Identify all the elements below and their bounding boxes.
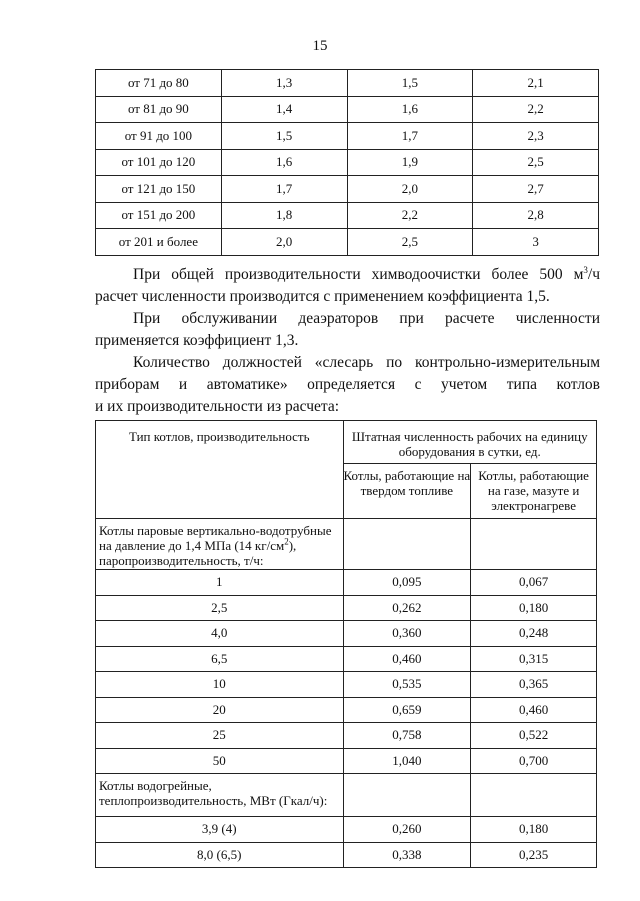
table-cell: 0,180	[471, 595, 597, 621]
table-cell: 2,7	[473, 176, 599, 203]
group2-label: Котлы водогрейные, теплопроизводительность, МВт (Гкал/ч):	[96, 774, 344, 817]
table-cell: 0,365	[471, 672, 597, 698]
header-boiler-type: Тип котлов, производительность	[96, 421, 344, 519]
table-cell: 2,8	[473, 202, 599, 229]
table-row	[96, 817, 597, 843]
p2-text: При обслуживании деаэраторов при расчете численности применяется коэффициент 1,3.	[95, 310, 600, 349]
table-row	[96, 842, 597, 868]
table-cell: 0,659	[343, 697, 471, 723]
table-cell: 1,3	[221, 70, 347, 97]
table-cell: 1	[96, 570, 344, 596]
table-cell: 50	[96, 748, 344, 774]
table-cell: 2,5	[347, 229, 473, 256]
table-row	[96, 229, 599, 256]
group1-empty-cell	[471, 519, 597, 570]
table-row	[96, 621, 597, 647]
table-cell: 1,6	[347, 96, 473, 123]
table-cell: 0,315	[471, 646, 597, 672]
table-cell: 2,5	[473, 149, 599, 176]
table-cell: 0,067	[471, 570, 597, 596]
table-cell: 0,262	[343, 595, 471, 621]
table-cell: 1,7	[347, 123, 473, 150]
table-cell: 2,0	[221, 229, 347, 256]
table-cell: от 71 до 80	[96, 70, 222, 97]
p3-text-line1: Количество должностей «слесарь по контрольно-измерительным приборам и автоматике» определяется с учетом типа котлов	[95, 354, 600, 393]
table-row	[96, 748, 597, 774]
paragraph-deaerators	[95, 308, 600, 352]
productivity-coefficient-table	[95, 69, 599, 256]
p3-text-line2: и их производительности из расчета:	[95, 398, 340, 415]
table-cell: 1,5	[347, 70, 473, 97]
table-cell: 0,338	[343, 842, 471, 868]
table-cell: 2,5	[96, 595, 344, 621]
table-cell: 0,180	[471, 817, 597, 843]
table-cell: 1,7	[221, 176, 347, 203]
table-cell: 0,095	[343, 570, 471, 596]
table-cell: 1,9	[347, 149, 473, 176]
table-cell: 3	[473, 229, 599, 256]
table-cell: от 121 до 150	[96, 176, 222, 203]
table-cell: 0,460	[343, 646, 471, 672]
table-cell: 0,460	[471, 697, 597, 723]
table-cell: 6,5	[96, 646, 344, 672]
table-cell: 0,248	[471, 621, 597, 647]
p1-superscript: 3	[583, 264, 588, 275]
table-row	[96, 96, 599, 123]
table-cell: 2,1	[473, 70, 599, 97]
table-cell: от 81 до 90	[96, 96, 222, 123]
table-cell: 3,9 (4)	[96, 817, 344, 843]
table-cell: 25	[96, 723, 344, 749]
table-cell: 2,3	[473, 123, 599, 150]
header-gas-fuel: Котлы, работающие на газе, мазуте и электронагреве	[471, 464, 597, 519]
table-cell: 1,040	[343, 748, 471, 774]
group2-empty-cell	[471, 774, 597, 817]
boiler-staffing-table	[95, 420, 597, 868]
table-cell: 2,0	[347, 176, 473, 203]
page-number: 15	[312, 38, 328, 54]
group2-label-row	[96, 774, 597, 817]
table-cell: 1,8	[221, 202, 347, 229]
table-row	[96, 123, 599, 150]
table-cell: от 91 до 100	[96, 123, 222, 150]
table-row	[96, 697, 597, 723]
header-solid-fuel: Котлы, работающие на твердом топливе	[343, 464, 471, 519]
table-cell: 1,4	[221, 96, 347, 123]
table-row	[96, 646, 597, 672]
table-cell: 8,0 (6,5)	[96, 842, 344, 868]
table-cell: 2,2	[347, 202, 473, 229]
table-row	[96, 202, 599, 229]
table-cell: 0,360	[343, 621, 471, 647]
p1-text-a: При общей производительности химводоочистки более 500 м	[133, 266, 584, 283]
group1-label-row	[96, 519, 597, 570]
table-row	[96, 672, 597, 698]
table-cell: от 101 до 120	[96, 149, 222, 176]
group2-empty-cell	[343, 774, 471, 817]
table-row	[96, 595, 597, 621]
header-staff-group: Штатная численность рабочих на единицу оборудования в сутки, ед.	[343, 421, 597, 464]
paragraph-kip-locksmith	[95, 352, 600, 418]
table-row	[96, 723, 597, 749]
table-cell: от 201 и более	[96, 229, 222, 256]
table-cell: 10	[96, 672, 344, 698]
table-cell: 1,5	[221, 123, 347, 150]
table-cell: 2,2	[473, 96, 599, 123]
table-cell: 4,0	[96, 621, 344, 647]
p1-text-b: /ч расчет численности производится с применением коэффициента 1,5.	[95, 266, 600, 305]
table-cell: 20	[96, 697, 344, 723]
table-cell: 0,235	[471, 842, 597, 868]
table-row	[96, 176, 599, 203]
table-row	[96, 70, 599, 97]
table-row	[96, 570, 597, 596]
table-cell: 0,522	[471, 723, 597, 749]
paragraph-water-treatment	[95, 264, 600, 308]
table-cell: 0,535	[343, 672, 471, 698]
table-cell: 0,700	[471, 748, 597, 774]
table-cell: 0,260	[343, 817, 471, 843]
group1-label: Котлы паровые вертикально-водотрубные на давление до 1,4 МПа (14 $кг/см^2$), паропроизводительность, т/ч:	[96, 519, 344, 570]
table-cell: 1,6	[221, 149, 347, 176]
group1-empty-cell	[343, 519, 471, 570]
table-cell: 0,758	[343, 723, 471, 749]
table-cell: от 151 до 200	[96, 202, 222, 229]
table-row	[96, 149, 599, 176]
